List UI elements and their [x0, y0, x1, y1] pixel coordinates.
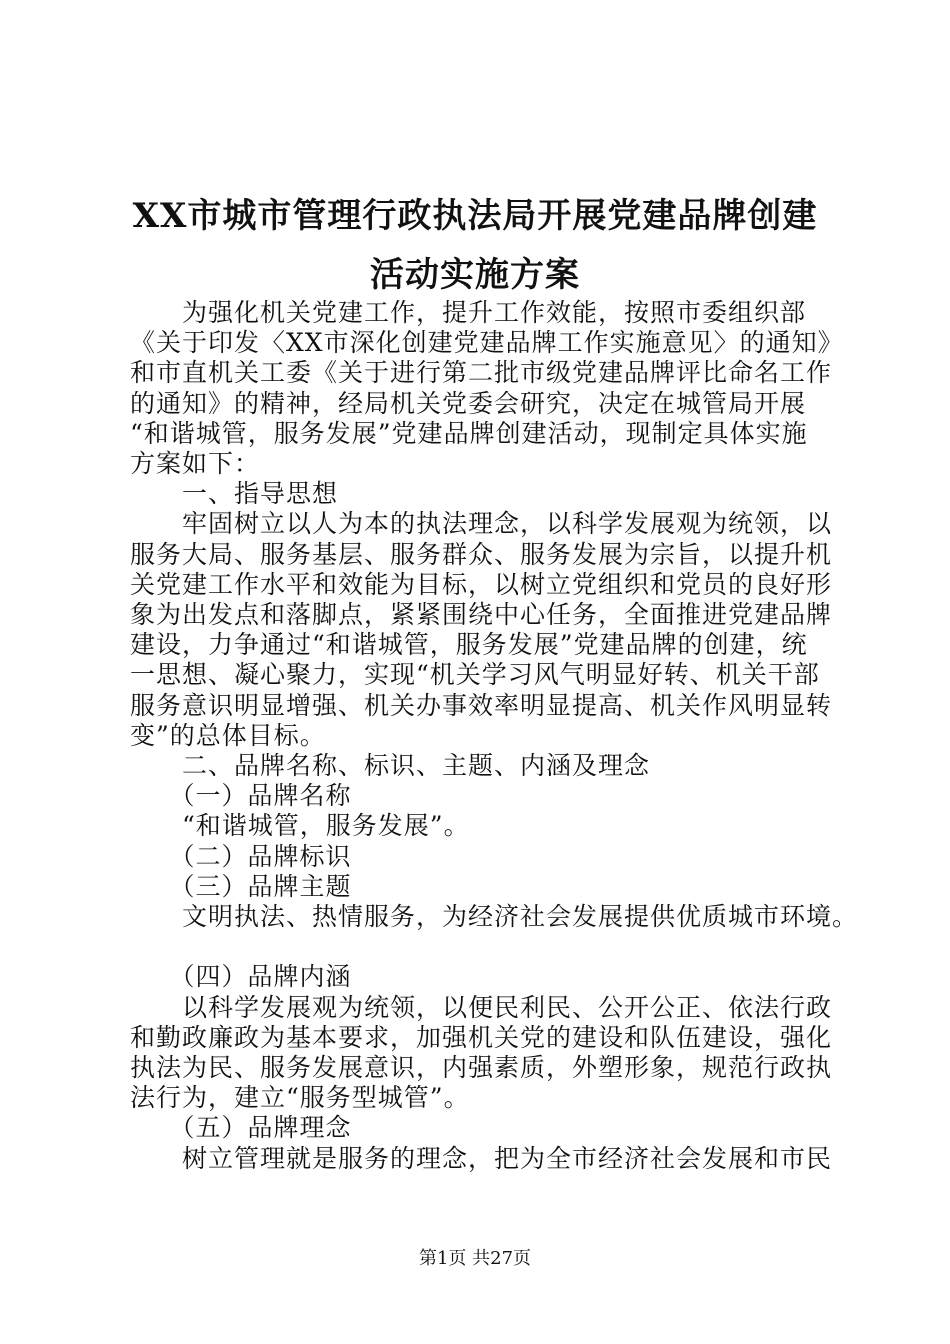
body-text-line: 以科学发展观为统领，以便民利民、公开公正、依法行政: [130, 992, 833, 1022]
body-text-line: 方案如下：: [130, 449, 261, 478]
body-text-line: 服务意识明显增强、机关办事效率明显提高、机关作风明显转: [130, 690, 833, 720]
body-text-line: 二、品牌名称、标识、主题、内涵及理念: [130, 751, 651, 780]
body-text-line: 一、指导思想: [130, 479, 339, 509]
body-text-line: 为强化机关党建工作，提升工作效能，按照市委组织部: [130, 298, 807, 327]
body-text-line: （五）品牌理念: [130, 1113, 352, 1143]
body-text-line: 建设，力争通过“和谐城管，服务发展”党建品牌的创建，统: [130, 630, 808, 660]
body-text-line: 的通知》的精神，经局机关党委会研究，决定在城管局开展: [130, 388, 807, 418]
body-text-line: 关党建工作水平和效能为目标，以树立党组织和党员的良好形: [130, 569, 833, 599]
body-text-line: 和勤政廉政为基本要求，加强机关党的建设和队伍建设，强化: [130, 1022, 833, 1052]
page-footer: 第1页 共27页: [418, 1248, 532, 1269]
body-text-line: 和市直机关工委《关于进行第二批市级党建品牌评比命名工作: [130, 358, 833, 388]
body-text-line: 服务大局、服务基层、服务群众、服务发展为宗旨，以提升机: [130, 539, 833, 569]
body-text-line: （一）品牌名称: [130, 781, 352, 811]
body-text-line: 牢固树立以人为本的执法理念，以科学发展观为统领，以: [130, 509, 833, 539]
body-text-line: （二）品牌标识: [130, 841, 352, 871]
body-text-line: 法行为，建立“服务型城管”。: [130, 1083, 470, 1113]
body-text-line: “和谐城管，服务发展”。: [130, 811, 470, 841]
body-text-line: “和谐城管，服务发展”党建品牌创建活动，现制定具体实施: [130, 418, 808, 448]
body-text-line: （四）品牌内涵: [130, 962, 352, 992]
body-text-line: 变”的总体目标。: [130, 720, 326, 750]
body-text-line: 一思想、凝心聚力，实现“机关学习风气明显好转、机关干部: [130, 660, 820, 690]
body-text-line: 《关于印发〈XX市深化创建党建品牌工作实施意见〉的通知》: [130, 328, 844, 358]
body-text-line: 文明执法、热情服务，为经济社会发展提供优质城市环境。: [130, 902, 859, 931]
body-text-line: （三）品牌主题: [130, 871, 352, 901]
body-text-line: 象为出发点和落脚点，紧紧围绕中心任务，全面推进党建品牌: [130, 600, 833, 629]
body-text-line: 执法为民、服务发展意识，内强素质，外塑形象，规范行政执: [130, 1053, 833, 1082]
document-title-line-2: 活动实施方案: [370, 255, 580, 295]
document-title-line-1: XX市城市管理行政执法局开展党建品牌创建: [132, 196, 818, 236]
body-text-line: 树立管理就是服务的理念，把为全市经济社会发展和市民: [130, 1143, 833, 1173]
